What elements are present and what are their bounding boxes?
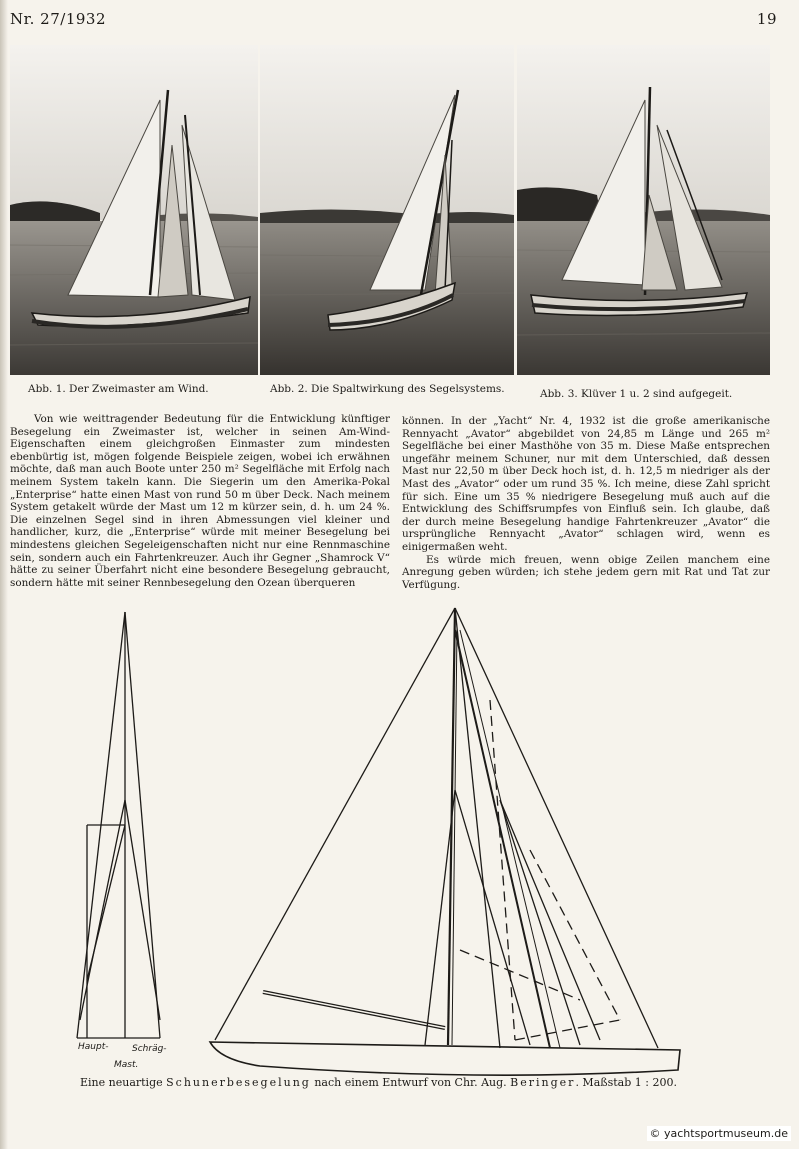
comparison-rig-sketch <box>77 612 160 1038</box>
body-text-left: Von wie weittragender Bedeutung für die Entwicklung künftiger Besegelung ein Zweimaster ist, welcher in seinen Am-Wind-Eigenschaften einem gleichgroßen Einmaster zum mindesten ebenbürtig ist, mögen folgende Beispiele zeigen, wobei ich erwähnen möchte, daß man auch Boote unter 250 m² Segelfläche mit Erfolg nach meinem System takeln kann. Die Siegerin um den Amerika-Pokal „Enterprise“ hatte einen Mast von rund 50 m über Deck. Nach meinem System getakelt würde der Mast um 12 m kürzer sein, d. h. um 24 %. Die einzelnen Segel sind in ihren Abmessungen viel kleiner und handlicher, kurz, die „Enterprise“ würde mit meiner Besegelung bei mindestens gleichen Segeleigenschaften nicht nur eine Rennmaschine sein, sondern auch ein Fahrtenkreuzer. Auch ihr Gegner „Shamrock V“ hätte zu seiner Überfahrt nicht eine besondere Besegelung gebraucht, sondern hätte mit seiner Rennbesegelung den Ozean überqueren <box>10 413 390 589</box>
caption-spaced-2: Beringer <box>510 1076 576 1089</box>
figure-caption-3: Abb. 3. Klüver 1 u. 2 sind aufgegeit. <box>540 388 733 400</box>
caption-post: . Maßstab 1 : 200. <box>575 1076 677 1089</box>
schooner-rig-drawing <box>60 600 700 1080</box>
label-schraeg: Schräg- <box>132 1044 167 1054</box>
issue-number: Nr. 27/1932 <box>10 10 106 28</box>
copyright-watermark: © yachtsportmuseum.de <box>647 1126 791 1141</box>
hull <box>210 1042 680 1075</box>
caption-spaced-1: Schunerbesegelung <box>166 1076 311 1089</box>
label-mast: Mast. <box>114 1060 139 1070</box>
paragraph-closing: Es würde mich freuen, wenn obige Zeilen manchem eine Anregung geben würden; ich stehe jedem gern mit Rat und Tat zur Verfügung. <box>402 553 770 591</box>
paragraph-avator: können. In der „Yacht“ Nr. 4, 1932 ist die große amerikanische Rennyacht „Avator“ abgebildet von 24,85 m Länge und 265 m² Segelfläche bei einer Masthöhe von 35 m. Diese Maße entsprechen ungefähr meinem Schuner, nur mit dem Unterschied, daß dessen Mast nur 22,50 m über Deck hoch ist, d. h. 12,5 m niedriger als der Mast des „Avator“ oder um rund 35 %. Ich meine, diese Zahl spricht für sich. Eine um 35 % niedrigere Besegelung muß auch auf die Entwicklung des Schiffsrumpfes von Einfluß sein. Ich glaube, daß der durch meine Besegelung handige Fahrtenkreuzer „Avator“ die ursprüngliche Rennyacht „Avator“ schlagen wird, wenn es einigermaßen weht. <box>402 415 770 553</box>
photo-kluever-aufgegeit <box>517 45 770 375</box>
photo-spaltwirkung <box>260 45 514 375</box>
page-number: 19 <box>756 10 777 28</box>
caption-mid: nach einem Entwurf von Chr. Aug. <box>310 1076 511 1089</box>
drawing-caption <box>80 1076 677 1089</box>
figure-caption-1: Abb. 1. Der Zweimaster am Wind. <box>28 383 209 395</box>
body-text-right <box>402 415 770 591</box>
label-haupt: Haupt- <box>78 1042 109 1052</box>
page-edge <box>0 0 8 1149</box>
photo-zweimaster-am-wind <box>10 45 258 375</box>
caption-pre: Eine neuartige <box>80 1076 167 1089</box>
figure-caption-2: Abb. 2. Die Spaltwirkung des Segelsystems. <box>270 383 505 395</box>
main-mast <box>448 608 455 1045</box>
